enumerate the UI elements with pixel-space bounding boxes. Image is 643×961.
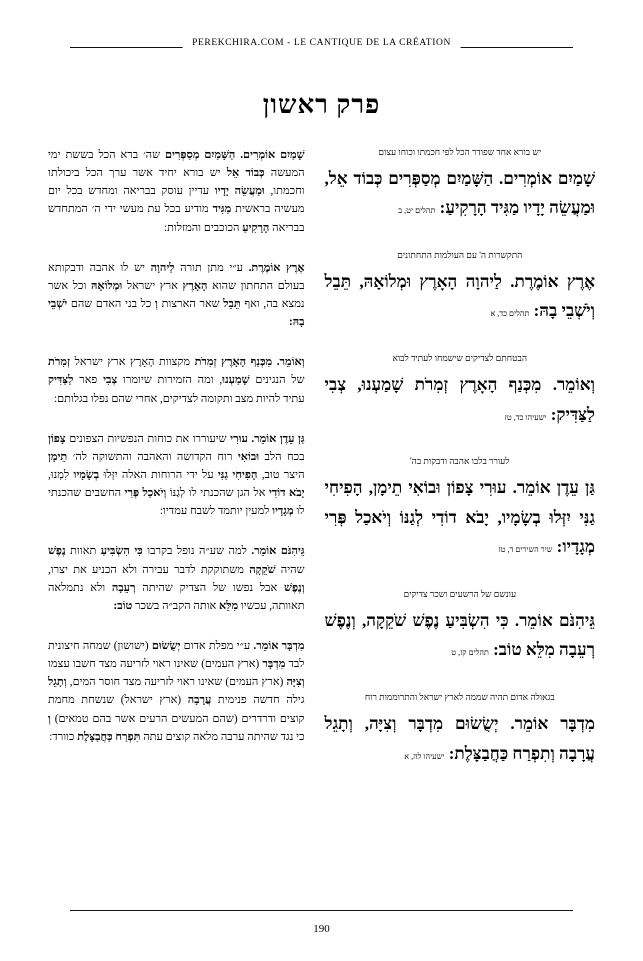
commentary-lemma: וְאוֹמֵר. מִכְּנַף הָאָרֶץ זְמִרֹת [194, 356, 305, 369]
verse-text [325, 164, 595, 224]
commentary-text [48, 353, 305, 407]
commentary-lemma: מִדְבָּר אוֹמֵר. [253, 639, 305, 652]
verse-text [325, 267, 595, 327]
commentary-block [48, 146, 305, 237]
verse-intro: יש בורא אחד שפודר הכל לפי חכמתו וכוחו עצום [378, 147, 542, 157]
verse-body: שָׁמַיִם אוֹמְרִים. הַשָּׁמַיִם מְסַפְּרִים כְּבוֹד אֵל, וּמַעֲשֵׂה יָדָיו מַגִּיד הָרָקִיעַ: [324, 168, 595, 218]
commentary-lemma: אֶרֶץ אוֹמֶרֶת. [248, 261, 305, 274]
verse-intro: הבטחתם לצדיקים שישמחו לעתיד לבוא [392, 353, 528, 364]
footer-rule [70, 910, 573, 911]
verse-reference: תהלים קז, ט [451, 648, 489, 658]
verse-text [325, 709, 595, 769]
verse-text [325, 370, 595, 430]
running-head: PEREKCHIRA.COM - LE CANTIQUE DE LA CRÉATION [182, 38, 461, 48]
verse-body: גֵּיהִנֹּם אוֹמֵר. כִּי הִשְׂבִּיעַ נֶפֶשׁ שֹׁקֵקָה, וְנֶפֶשׁ רְעֵבָה מִלֵּא טוֹב: [324, 610, 595, 660]
verse-body: מִדְבָּר אוֹמֵר. יְשֻׂשׂוּם מִדְבָּר וְצִיָּה, וְתָגֵל עֲרָבָה וְתִפְרַח כַּחֲבַצָּלֶת: [324, 713, 595, 763]
verse-block [325, 249, 595, 326]
verse-body: וְאוֹמֵר. מִכְּנַף הָאָרֶץ זְמִרֹת שָׁמַעְנוּ, צְבִי לַצַּדִּיק: [324, 374, 595, 424]
commentary-text [48, 542, 305, 615]
verse-reference: ישעיהו לה, א [404, 751, 445, 761]
verse-body: אֶרֶץ אוֹמֶרֶת. לַיהוָה הָאָרֶץ וּמְלוֹאָהּ, תֵּבֵל וְיֹשְׁבֵי בָהּ: [324, 271, 595, 321]
verse-block [325, 588, 595, 665]
commentary-block [48, 637, 305, 746]
commentary-lemma: גֵּיהִנֹּם אוֹמֵר. [251, 545, 305, 558]
verse-text [325, 606, 595, 666]
commentary-text [48, 259, 305, 332]
verse-text [325, 473, 595, 562]
commentary-body: שיעוררו את כוחות הנפשיות הצפונים צָפוֹן בכח הלב וּבוֹאִי רוח הקדושה והאהבה והתשוקה לה׳ תֵימָן היצר טוב, הָפִיחִי גַנִּי על ידי הרוחות האלה יִזְּלוּ בְשָׂמָיו לִמְנוּ, יָבֹא דוֹדִי אל הגן שהכנתי לו לְגַנּוֹ וְיֹאכַל פְּרִי החשבים שהכנתי לו מְגָדָיו למעין יותמד לשבח עמדיו: [48, 432, 305, 518]
commentary-block [48, 259, 305, 332]
verse-intro: לעורר בלבו אהבה ודבקות בה' [410, 456, 510, 467]
commentary-lemma: שָׁמַיִם אוֹמְרִים. הַשָּׁמַיִם מְסַפְּרִים [164, 149, 305, 161]
verse-intro: בגאולה אדום תהיה שממה לארץ ישראל והתרוממות רוח [364, 692, 555, 703]
verse-block [325, 352, 595, 429]
verse-reference: תהלים כד, א [490, 309, 530, 319]
verse-column [325, 146, 595, 794]
verse-reference: ישעיהו כד, טז [504, 412, 547, 422]
verse-intro: התקשרות ה' עם העולמות התחתונים [397, 250, 523, 261]
commentary-body: למה שע״ה נופל בקרבו כִּי הִשְׂבִּיעַ תאוות נֶפֶשׁ שהיה שֹׁקֵקָה משתוקקת לדבר עבירה ולא הכניע את יצרו, וְנֶפֶשׁ אבל נפשו של הצדיק שהיתה רְעֵבָה ולא נתמלאה תאוותה, עכשיו מִלֵּא אותה הקב״ה בשכר טוֹב: [48, 545, 305, 612]
commentary-text [48, 146, 305, 237]
verse-intro: עונשם של הרשעים ושכר צדיקים [403, 589, 517, 600]
page-header [48, 38, 595, 56]
commentary-body: מקצוות הָאָרֶץ ארץ ישראל זְמִרֹת של הנגינים שָׁמַעְנוּ, ומה הזמירות שיומרו צְבִי פאר לַצַּדִּיק עתיד להיות מצב ותקומה לצדיקים, אחרי שהם נפלו בגלותם: [48, 356, 305, 405]
body-columns [48, 146, 595, 794]
verse-block [325, 146, 595, 223]
verse-block [325, 455, 595, 562]
verse-reference: תהלים יט, ב [398, 206, 436, 216]
commentary-text [48, 637, 305, 746]
commentary-column [48, 146, 305, 794]
commentary-block [48, 353, 305, 407]
commentary-lemma: גַּן עֵדֶן אוֹמֵר. עוּרִי [230, 432, 305, 445]
verse-body: גַּן עֵדֶן אוֹמֵר. עוּרִי צָפוֹן וּבוֹאִי תֵימָן, הָפִיחִי גַנִּי יִזְּלוּ בְשָׂמָיו, יָבֹא דוֹדִי לְגַנּוֹ וְיֹאכַל פְּרִי מְגָדָיו: [324, 477, 595, 557]
verse-reference: שיר השירים ד, טז [498, 545, 553, 555]
commentary-text [48, 430, 305, 521]
commentary-block [48, 430, 305, 521]
commentary-block [48, 542, 305, 615]
page-title: פרק ראשון [262, 90, 381, 119]
commentary-body: ע״י מפלת אדום יְשֻׂשׂוּם (ישושון) שמחה חיצונית לבד מִדְבָּר (ארץ העמים) שאינו ראוי לזריעה מצד חשבו עצמו וְצִיָּה (ארץ העמים) שאינו ראוי לזריעה מצד חוסר המים, וְתָגֵל גילה חדשה פנימית עֲרָבָה (ארץ ישראל) שנשחת מחמת קוצים ודרדרים (שהם המעשים הרעים אשר בהם טמאים) וְ כי נגד שהיתה ערבה מלאה קוצים עתה תִּפְרַח כַּחֲבַצָּלֶת כוורד: [48, 639, 305, 743]
commentary-body: שה׳ ברא הכל בששת ימי המעשה כְּבוֹד אֵל יש בורא יחיד אשר ערך הכל ביכולתו וחכמתו, וּמַעֲשֵׂה יָדָיו עדיין עוסק בבריאה ומחדש בכל יום מעשיה בראשית מַגִּיד מודיע בכל עת מעשי ידי ה׳ המתחדש בבריאה הָרָקִיעַ הכוכבים והמזלות: [48, 149, 305, 234]
page-number: 190 [313, 923, 330, 935]
verse-block [325, 691, 595, 768]
document-page [0, 38, 643, 961]
commentary-body: ע״י מתן תורה לַיהוָה יש לו אהבה ודבקותא בעולם התחתון שהוא הָאָרֶץ ארץ ישראל וּמְלוֹאָהּ וכל אשר נמצא בה, ואף תֵּבֵל שאר הארצות וְ כל בני האדם שהם יֹשְׁבֵי בָהּ: [48, 261, 305, 329]
